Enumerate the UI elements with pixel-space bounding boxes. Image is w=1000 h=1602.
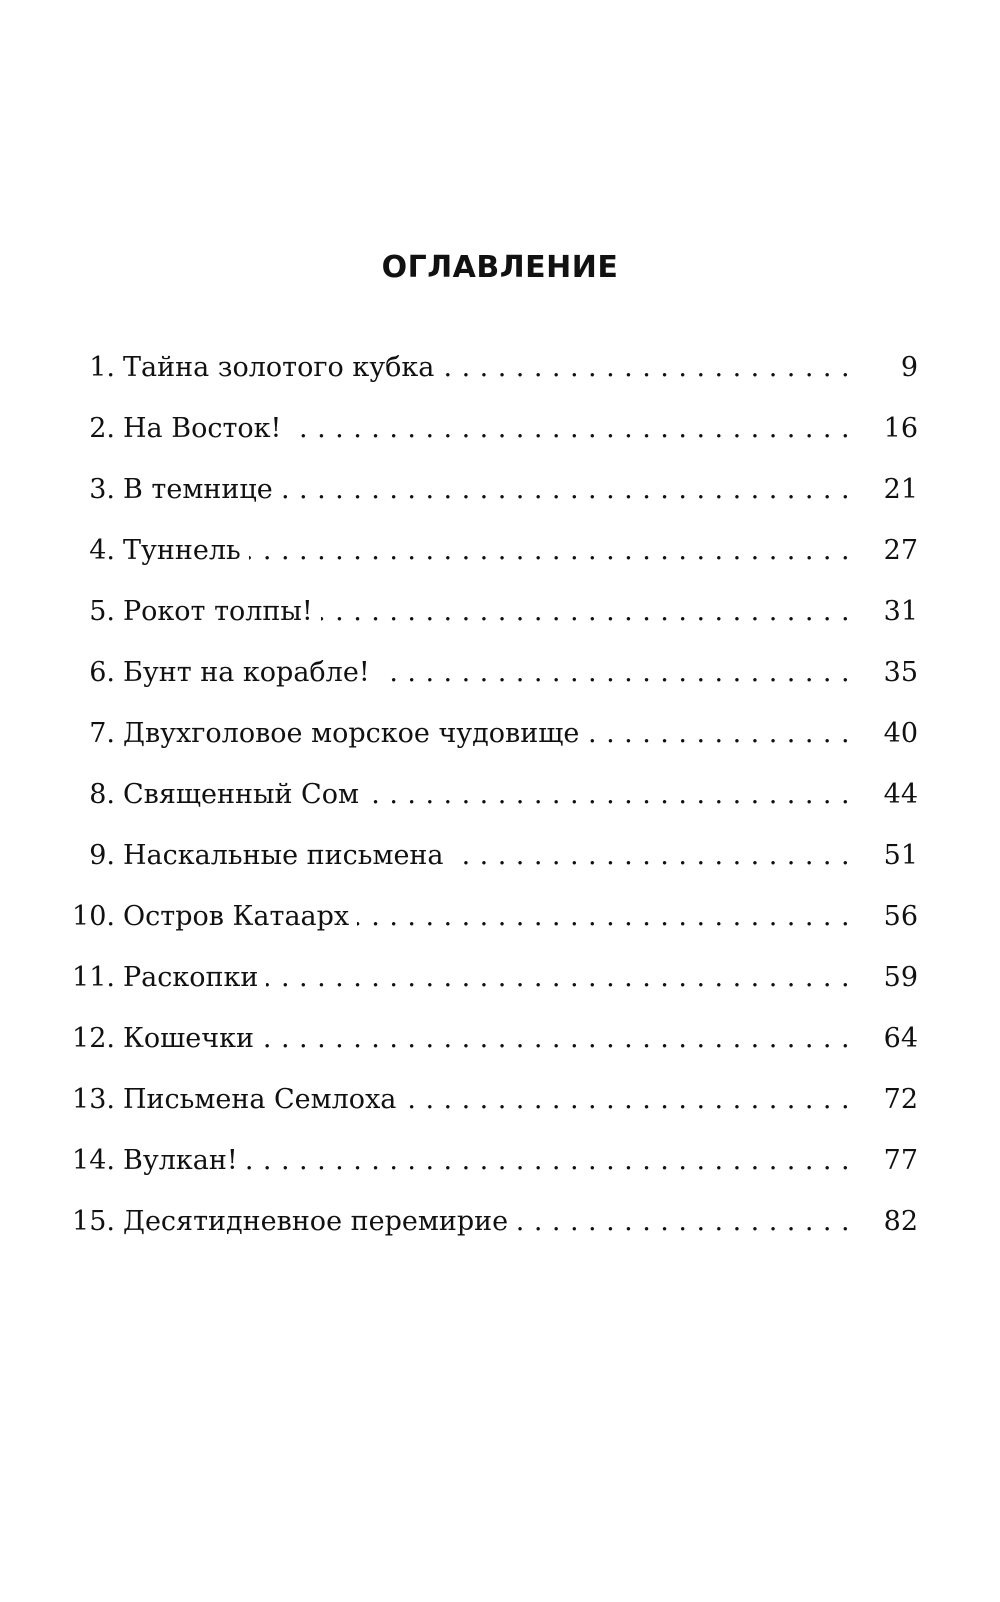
toc-entry-leader xyxy=(123,779,850,811)
toc-entry-page: 56 xyxy=(883,901,918,932)
toc-entry-title: Туннель xyxy=(123,535,249,566)
toc-entry-page: 51 xyxy=(883,840,918,871)
toc-entry xyxy=(0,1023,1000,1084)
toc-entry-page: 72 xyxy=(883,1084,918,1115)
toc-entry-leader xyxy=(123,1206,850,1238)
toc-entry xyxy=(0,657,1000,718)
toc-entry-title: В темнице xyxy=(123,474,281,505)
toc-entry-number: 12. xyxy=(72,1023,115,1054)
toc-entry-title: Остров Катаарх xyxy=(123,901,357,932)
toc-entry-leader xyxy=(123,840,850,872)
toc-entry-title: Священный Сом xyxy=(123,779,367,810)
toc-entry xyxy=(0,1206,1000,1267)
toc-entry xyxy=(0,413,1000,474)
toc-entry-number: 9. xyxy=(89,840,115,871)
toc-entry xyxy=(0,779,1000,840)
toc-entry-page: 59 xyxy=(883,962,918,993)
toc-entry-number: 3. xyxy=(89,474,115,505)
toc-entry-number: 1. xyxy=(89,352,115,383)
toc-entry xyxy=(0,1084,1000,1145)
toc-entry-title: Вулкан! xyxy=(123,1145,246,1176)
toc-entry-page: 27 xyxy=(883,535,918,566)
toc-entry-number: 10. xyxy=(72,901,115,932)
toc-entry-number: 14. xyxy=(72,1145,115,1176)
toc-entry-title: Наскальные письмена xyxy=(123,840,452,871)
toc-entry xyxy=(0,962,1000,1023)
toc-entry-page: 64 xyxy=(883,1023,918,1054)
toc-entry-leader xyxy=(123,1084,850,1116)
toc-entry-leader xyxy=(123,352,850,384)
toc-entry-leader xyxy=(123,413,850,445)
toc-entry-page: 21 xyxy=(883,474,918,505)
toc-entry-number: 5. xyxy=(89,596,115,627)
toc-entry-page: 77 xyxy=(883,1145,918,1176)
toc-entry xyxy=(0,352,1000,413)
toc-entry xyxy=(0,840,1000,901)
toc-entry-page: 44 xyxy=(883,779,918,810)
toc-entry-title: Бунт на корабле! xyxy=(123,657,378,688)
toc-entry-leader xyxy=(123,962,850,994)
toc-entry-title: Раскопки xyxy=(123,962,266,993)
toc-entry-number: 7. xyxy=(89,718,115,749)
toc-entry-number: 11. xyxy=(72,962,115,993)
toc-entry xyxy=(0,596,1000,657)
toc-entry-title: Письмена Семлоха xyxy=(123,1084,404,1115)
toc-entry xyxy=(0,535,1000,596)
toc-entry-title: Десятидневное перемирие xyxy=(123,1206,516,1237)
page-title: ОГЛАВЛЕНИЕ xyxy=(381,250,619,285)
toc-entry-title: На Восток! xyxy=(123,413,289,444)
toc-entry xyxy=(0,474,1000,535)
toc-entry-page: 9 xyxy=(900,352,918,383)
toc-entry-leader xyxy=(123,535,850,567)
toc-entry-page: 82 xyxy=(883,1206,918,1237)
toc-entry-page: 16 xyxy=(883,413,918,444)
toc-entry-number: 4. xyxy=(89,535,115,566)
toc-entry-title: Кошечки xyxy=(123,1023,262,1054)
toc-entry xyxy=(0,718,1000,779)
toc-entry-page: 35 xyxy=(883,657,918,688)
toc-entry xyxy=(0,1145,1000,1206)
toc-entry-leader xyxy=(123,1145,850,1177)
toc-entry-page: 31 xyxy=(883,596,918,627)
toc-entry xyxy=(0,901,1000,962)
toc-entry-leader xyxy=(123,901,850,933)
toc-entry-leader xyxy=(123,1023,850,1055)
toc-entry-number: 6. xyxy=(89,657,115,688)
toc-entry-leader xyxy=(123,596,850,628)
toc-entry-number: 2. xyxy=(89,413,115,444)
toc-entry-leader xyxy=(123,718,850,750)
toc-entry-leader xyxy=(123,657,850,689)
toc-entry-title: Двухголовое морское чудовище xyxy=(123,718,587,749)
toc-entry-page: 40 xyxy=(883,718,918,749)
toc-entry-title: Тайна золотого кубка xyxy=(123,352,442,383)
toc-entry-number: 15. xyxy=(72,1206,115,1237)
toc-entry-number: 13. xyxy=(72,1084,115,1115)
toc-entry-number: 8. xyxy=(89,779,115,810)
toc-entry-leader xyxy=(123,474,850,506)
table-of-contents xyxy=(0,352,1000,1267)
toc-entry-title: Рокот толпы! xyxy=(123,596,321,627)
